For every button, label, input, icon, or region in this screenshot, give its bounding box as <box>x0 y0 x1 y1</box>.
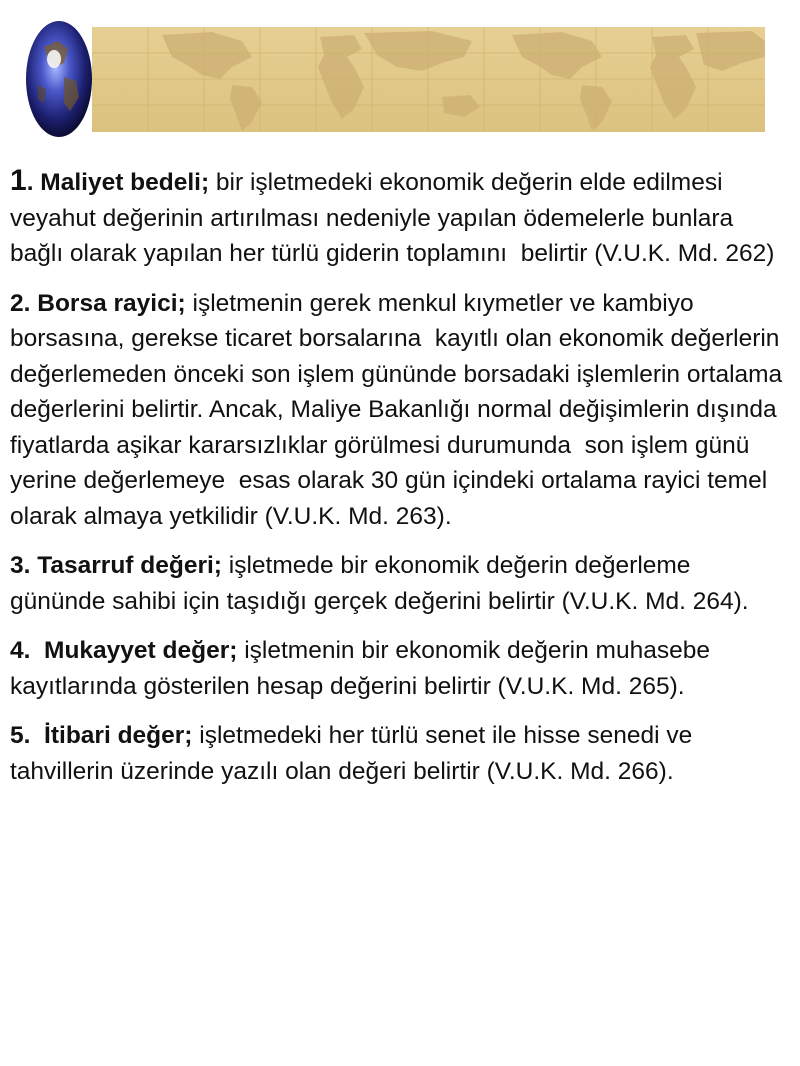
item-term: . Maliyet bedeli; <box>26 169 210 196</box>
world-map-graphic <box>92 27 765 132</box>
definition-item-4 <box>10 633 790 704</box>
item-term: Mukayyet değer; <box>30 637 238 664</box>
item-number: 4. <box>10 637 31 664</box>
item-number: 1 <box>10 164 27 197</box>
definition-item-5 <box>10 718 790 789</box>
item-number: 2. <box>10 289 31 317</box>
definitions-list <box>10 163 790 789</box>
globe-icon <box>24 19 94 139</box>
item-term: İtibari değer; <box>30 722 193 749</box>
item-text: işletmenin bir ekonomik değerin muhasebe kayıtlarında gösterilen hesap değerini belirtir (V.U.K. Md. 265). <box>10 637 717 700</box>
item-text: işletmede bir ekonomik değerin değerleme gününde sahibi için taşıdığı gerçek değerini belirtir (V.U.K. Md. 264). <box>10 552 749 615</box>
item-term: Borsa rayici; <box>30 289 186 317</box>
definition-item-2 <box>10 286 790 535</box>
item-text: bir işletmedeki ekonomik değerin elde edilmesi veyahut değerinin artırılması nedeniyle yapılan ödemelerle bunlara bağlı olarak yapılan her türlü giderin toplamını belirtir (V.U.K. Md. 262) <box>10 169 775 267</box>
item-number: 3. <box>10 552 31 579</box>
item-term: Tasarruf değeri; <box>30 552 222 579</box>
item-text: işletmenin gerek menkul kıymetler ve kambiyo borsasına, gerekse ticaret borsalarına kayıtlı olan ekonomik değerlerin değerlemeden önceki son işlem gününde borsadaki işlemlerin ortalama değerlerini belirtir. Ancak, Maliye Bakanlığı normal değişimlerin dışında fiyatlarda aşikar kararsızlıklar görülmesi durumunda son işlem günü yerine değerlemeye esas olarak 30 gün içindeki ortalama rayici temel olarak almaya yetkilidir (V.U.K. Md. 263). <box>10 289 789 530</box>
definition-item-3 <box>10 548 790 619</box>
item-number: 5. <box>10 722 31 749</box>
definition-item-1 <box>10 163 790 272</box>
world-map-banner <box>92 27 765 132</box>
item-text: işletmedeki her türlü senet ile hisse senedi ve tahvillerin üzerinde yazılı olan değeri belirtir (V.U.K. Md. 266). <box>10 722 700 785</box>
